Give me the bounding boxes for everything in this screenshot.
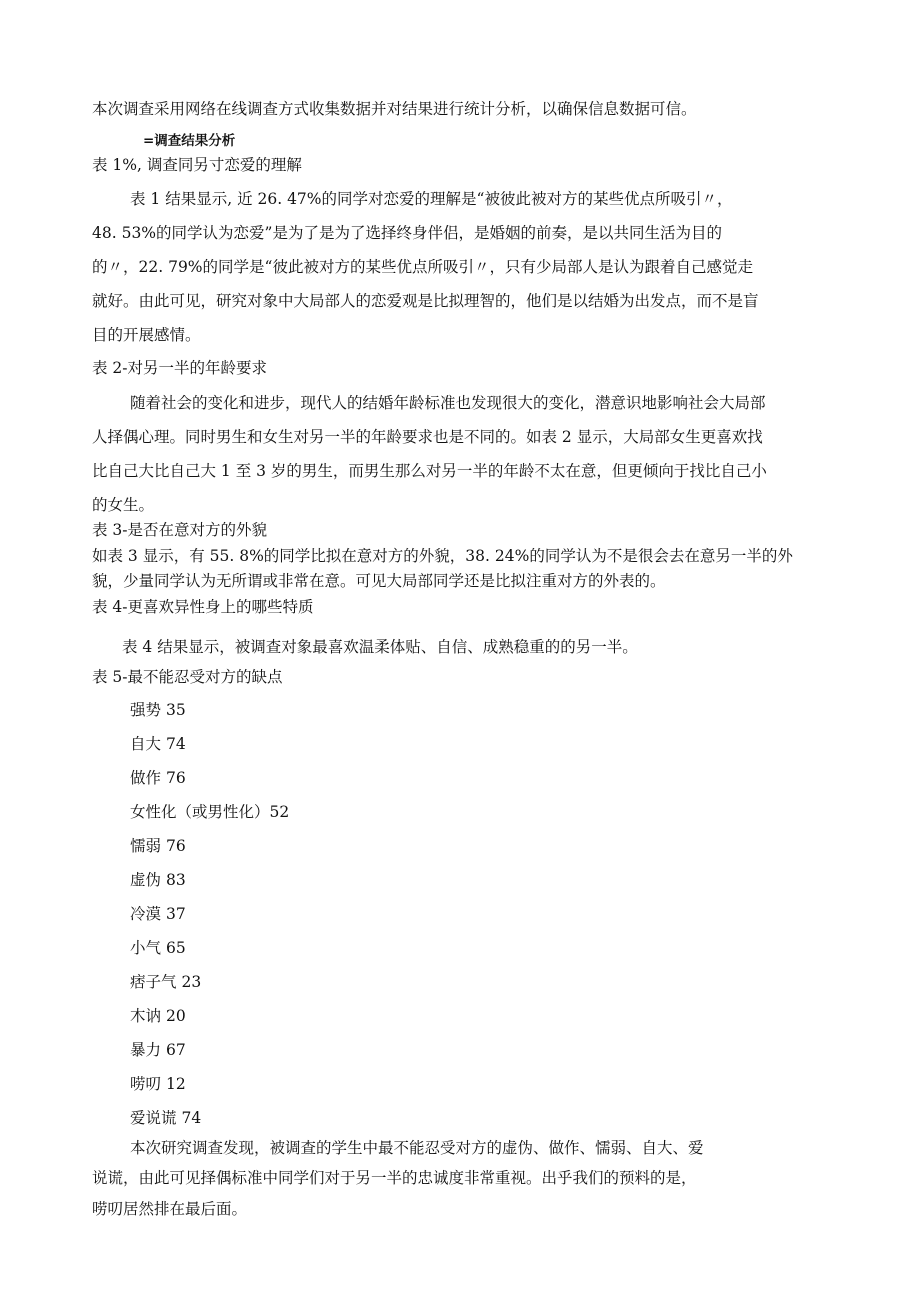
flaw-count: 76 xyxy=(165,769,186,787)
table5-title: 表 5-最不能忍受对方的缺点 xyxy=(92,668,283,686)
table2-paragraph-line: 比自己大比自己大 1 至 3 岁的男生，而男生那么对另一半的年龄不太在意，但更倾向于找比自己小 xyxy=(92,462,767,480)
flaw-list-item xyxy=(130,802,289,822)
table2-title: 表 2-对另一半的年龄要求 xyxy=(92,359,268,377)
flaw-count: 83 xyxy=(165,871,186,889)
table2-paragraph-line: 的女生。 xyxy=(92,496,155,514)
table4-title: 表 4-更喜欢异性身上的哪些特质 xyxy=(92,598,314,616)
flaw-count: 67 xyxy=(165,1041,186,1059)
flaw-list-item xyxy=(130,870,186,890)
table3-paragraph-line: 如表 3 显示，有 55. 8%的同学比拟在意对方的外貌，38. 24%的同学认为不是很会去在意另一半的外 xyxy=(92,547,793,565)
flaw-list-item xyxy=(130,904,186,924)
conclusion-paragraph-line: 唠叨居然排在最后面。 xyxy=(92,1200,248,1218)
flaw-count: 12 xyxy=(165,1075,186,1093)
conclusion-paragraph-line: 本次研究调查发现，被调查的学生中最不能忍受对方的虚伪、做作、懦弱、自大、爱 xyxy=(130,1139,704,1157)
flaw-list-item xyxy=(130,700,186,720)
flaw-count: 74 xyxy=(165,735,186,753)
flaw-count: 20 xyxy=(165,1007,186,1025)
flaw-list-item xyxy=(130,972,201,992)
intro-text: 本次调查采用网络在线调查方式收集数据并对结果进行统计分析，以确保信息数据可信。 xyxy=(92,100,697,118)
flaw-label: 自大 xyxy=(130,735,162,753)
flaw-count: 35 xyxy=(165,701,186,719)
flaw-list-item xyxy=(130,768,186,788)
table3-paragraph-line: 貌，少量同学认为无所谓或非常在意。可见大局部同学还是比拟注重对方的外表的。 xyxy=(92,572,666,590)
flaw-label: 强势 xyxy=(130,701,162,719)
flaw-label: 懦弱 xyxy=(130,837,162,855)
flaw-count: 65 xyxy=(165,939,186,957)
flaw-label: 小气 xyxy=(130,939,162,957)
table1-paragraph-line: 48. 53%的同学认为恋爱”是为了是为了选择终身伴侣，是婚姻的前奏，是以共同生活为目的 xyxy=(92,224,722,242)
table1-paragraph-line: 目的开展感情。 xyxy=(92,326,201,344)
flaw-list-item xyxy=(130,836,186,856)
table2-paragraph-line: 随着社会的变化和进步，现代人的结婚年龄标准也发现很大的变化，潜意识地影响社会大局部 xyxy=(130,394,766,412)
flaw-list-item xyxy=(130,1074,186,1094)
flaw-label: 唠叨 xyxy=(130,1075,162,1093)
flaw-list-item xyxy=(130,938,186,958)
flaw-label: 冷漠 xyxy=(130,905,162,923)
flaw-label: 木讷 xyxy=(130,1007,162,1025)
flaw-count: 23 xyxy=(181,973,202,991)
table1-paragraph-line: 就好。由此可见，研究对象中大局部人的恋爱观是比拟理智的，他们是以结婚为出发点，而不是盲 xyxy=(92,292,759,310)
table3-title: 表 3-是否在意对方的外貌 xyxy=(92,521,268,539)
flaw-label: 虚伪 xyxy=(130,871,162,889)
flaw-list-item xyxy=(130,1040,186,1060)
table1-paragraph-line: 表 1 结果显示, 近 26. 47%的同学对恋爱的理解是“被彼此被对方的某些优点所吸引〃， xyxy=(130,190,733,208)
table1-title: 表 1%, 调查同另寸恋爱的理解 xyxy=(92,156,302,174)
conclusion-paragraph-line: 说谎，由此可见择偶标准中同学们对于另一半的忠诚度非常重视。出乎我们的预料的是， xyxy=(92,1169,697,1187)
flaw-list-item xyxy=(130,734,186,754)
flaw-list-item xyxy=(130,1006,186,1026)
table4-paragraph-line: 表 4 结果显示，被调查对象最喜欢温柔体贴、自信、成熟稳重的的另一半。 xyxy=(122,638,638,656)
flaw-label: 爱说谎 xyxy=(130,1109,177,1127)
flaw-count: 52 xyxy=(269,803,290,821)
flaw-count: 74 xyxy=(181,1109,202,1127)
section-heading: =调查结果分析 xyxy=(143,133,236,149)
flaw-label: 做作 xyxy=(130,769,162,787)
table2-paragraph-line: 人择偶心理。同时男生和女生对另一半的年龄要求也是不同的。如表 2 显示，大局部女生更喜欢找 xyxy=(92,428,763,446)
flaw-label: 女性化（或男性化） xyxy=(130,803,270,821)
flaw-list-item xyxy=(130,1108,201,1128)
flaw-count: 76 xyxy=(165,837,186,855)
flaw-label: 暴力 xyxy=(130,1041,162,1059)
flaw-count: 37 xyxy=(165,905,186,923)
flaw-label: 痞子气 xyxy=(130,973,177,991)
table1-paragraph-line: 的〃，22. 79%的同学是“彼此被对方的某些优点所吸引〃，只有少局部人是认为跟着自己感觉走 xyxy=(92,258,753,276)
